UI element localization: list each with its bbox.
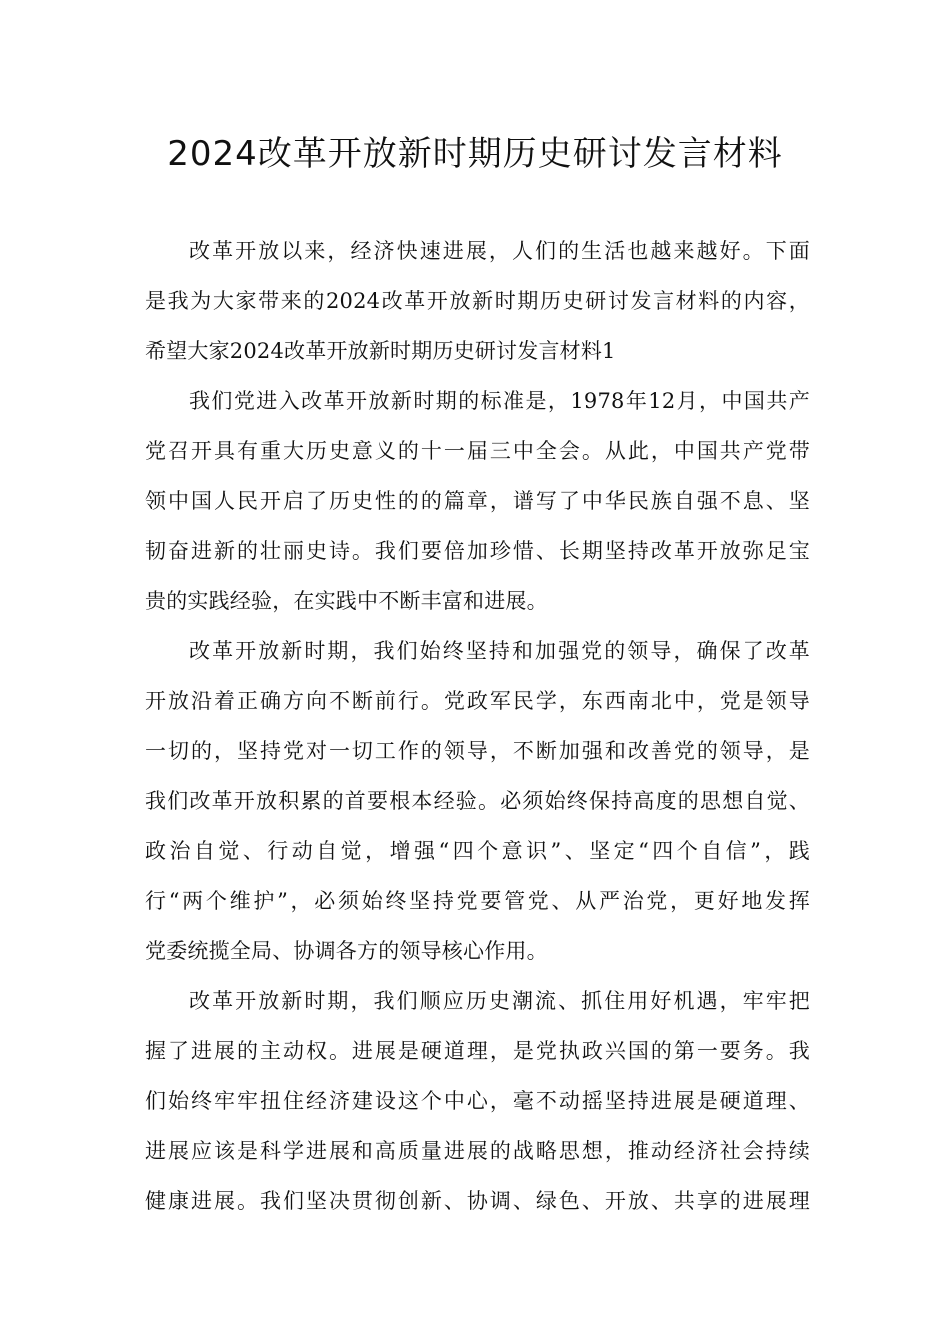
- text-line: 我们党进入改革开放新时期的标准是，1978年12月，中国共产: [189, 389, 810, 413]
- document-body: [145, 232, 810, 1232]
- text-line: 行“两个维护”，必须始终坚持党要管党、从严治党，更好地发挥: [145, 889, 810, 913]
- text-line: 改革开放新时期，我们始终坚持和加强党的领导，确保了改革: [189, 639, 810, 663]
- text-line: 领中国人民开启了历史性的的篇章，谱写了中华民族自强不息、坚: [145, 489, 810, 513]
- text-line: 健康进展。我们坚决贯彻创新、协调、绿色、开放、共享的进展理: [145, 1189, 810, 1213]
- document-title: 2024改革开放新时期历史研讨发言材料: [167, 134, 783, 174]
- text-line: 改革开放以来，经济快速进展，人们的生活也越来越好。下面: [189, 239, 810, 263]
- text-line: 希望大家2024改革开放新时期历史研讨发言材料1: [145, 339, 616, 363]
- text-line: 一切的，坚持党对一切工作的领导，不断加强和改善党的领导，是: [145, 739, 810, 763]
- text-line: 政治自觉、行动自觉，增强“四个意识”、坚定“四个自信”，践: [145, 839, 810, 863]
- text-line: 是我为大家带来的2024改革开放新时期历史研讨发言材料的内容，: [145, 289, 810, 313]
- text-line: 们始终牢牢扭住经济建设这个中心，毫不动摇坚持进展是硬道理、: [145, 1089, 810, 1113]
- text-line: 改革开放新时期，我们顺应历史潮流、抓住用好机遇，牢牢把: [189, 989, 810, 1013]
- text-line: 韧奋进新的壮丽史诗。我们要倍加珍惜、长期坚持改革开放弥足宝: [145, 539, 810, 563]
- text-line: 党委统揽全局、协调各方的领导核心作用。: [145, 939, 548, 963]
- text-line: 握了进展的主动权。进展是硬道理，是党执政兴国的第一要务。我: [145, 1039, 810, 1063]
- text-line: 我们改革开放积累的首要根本经验。必须始终保持高度的思想自觉、: [145, 789, 810, 813]
- text-line: 贵的实践经验，在实践中不断丰富和进展。: [145, 589, 548, 613]
- text-line: 党召开具有重大历史意义的十一届三中全会。从此，中国共产党带: [145, 439, 810, 463]
- text-line: 开放沿着正确方向不断前行。党政军民学，东西南北中，党是领导: [145, 689, 810, 713]
- text-line: 进展应该是科学进展和高质量进展的战略思想，推动经济社会持续: [145, 1139, 810, 1163]
